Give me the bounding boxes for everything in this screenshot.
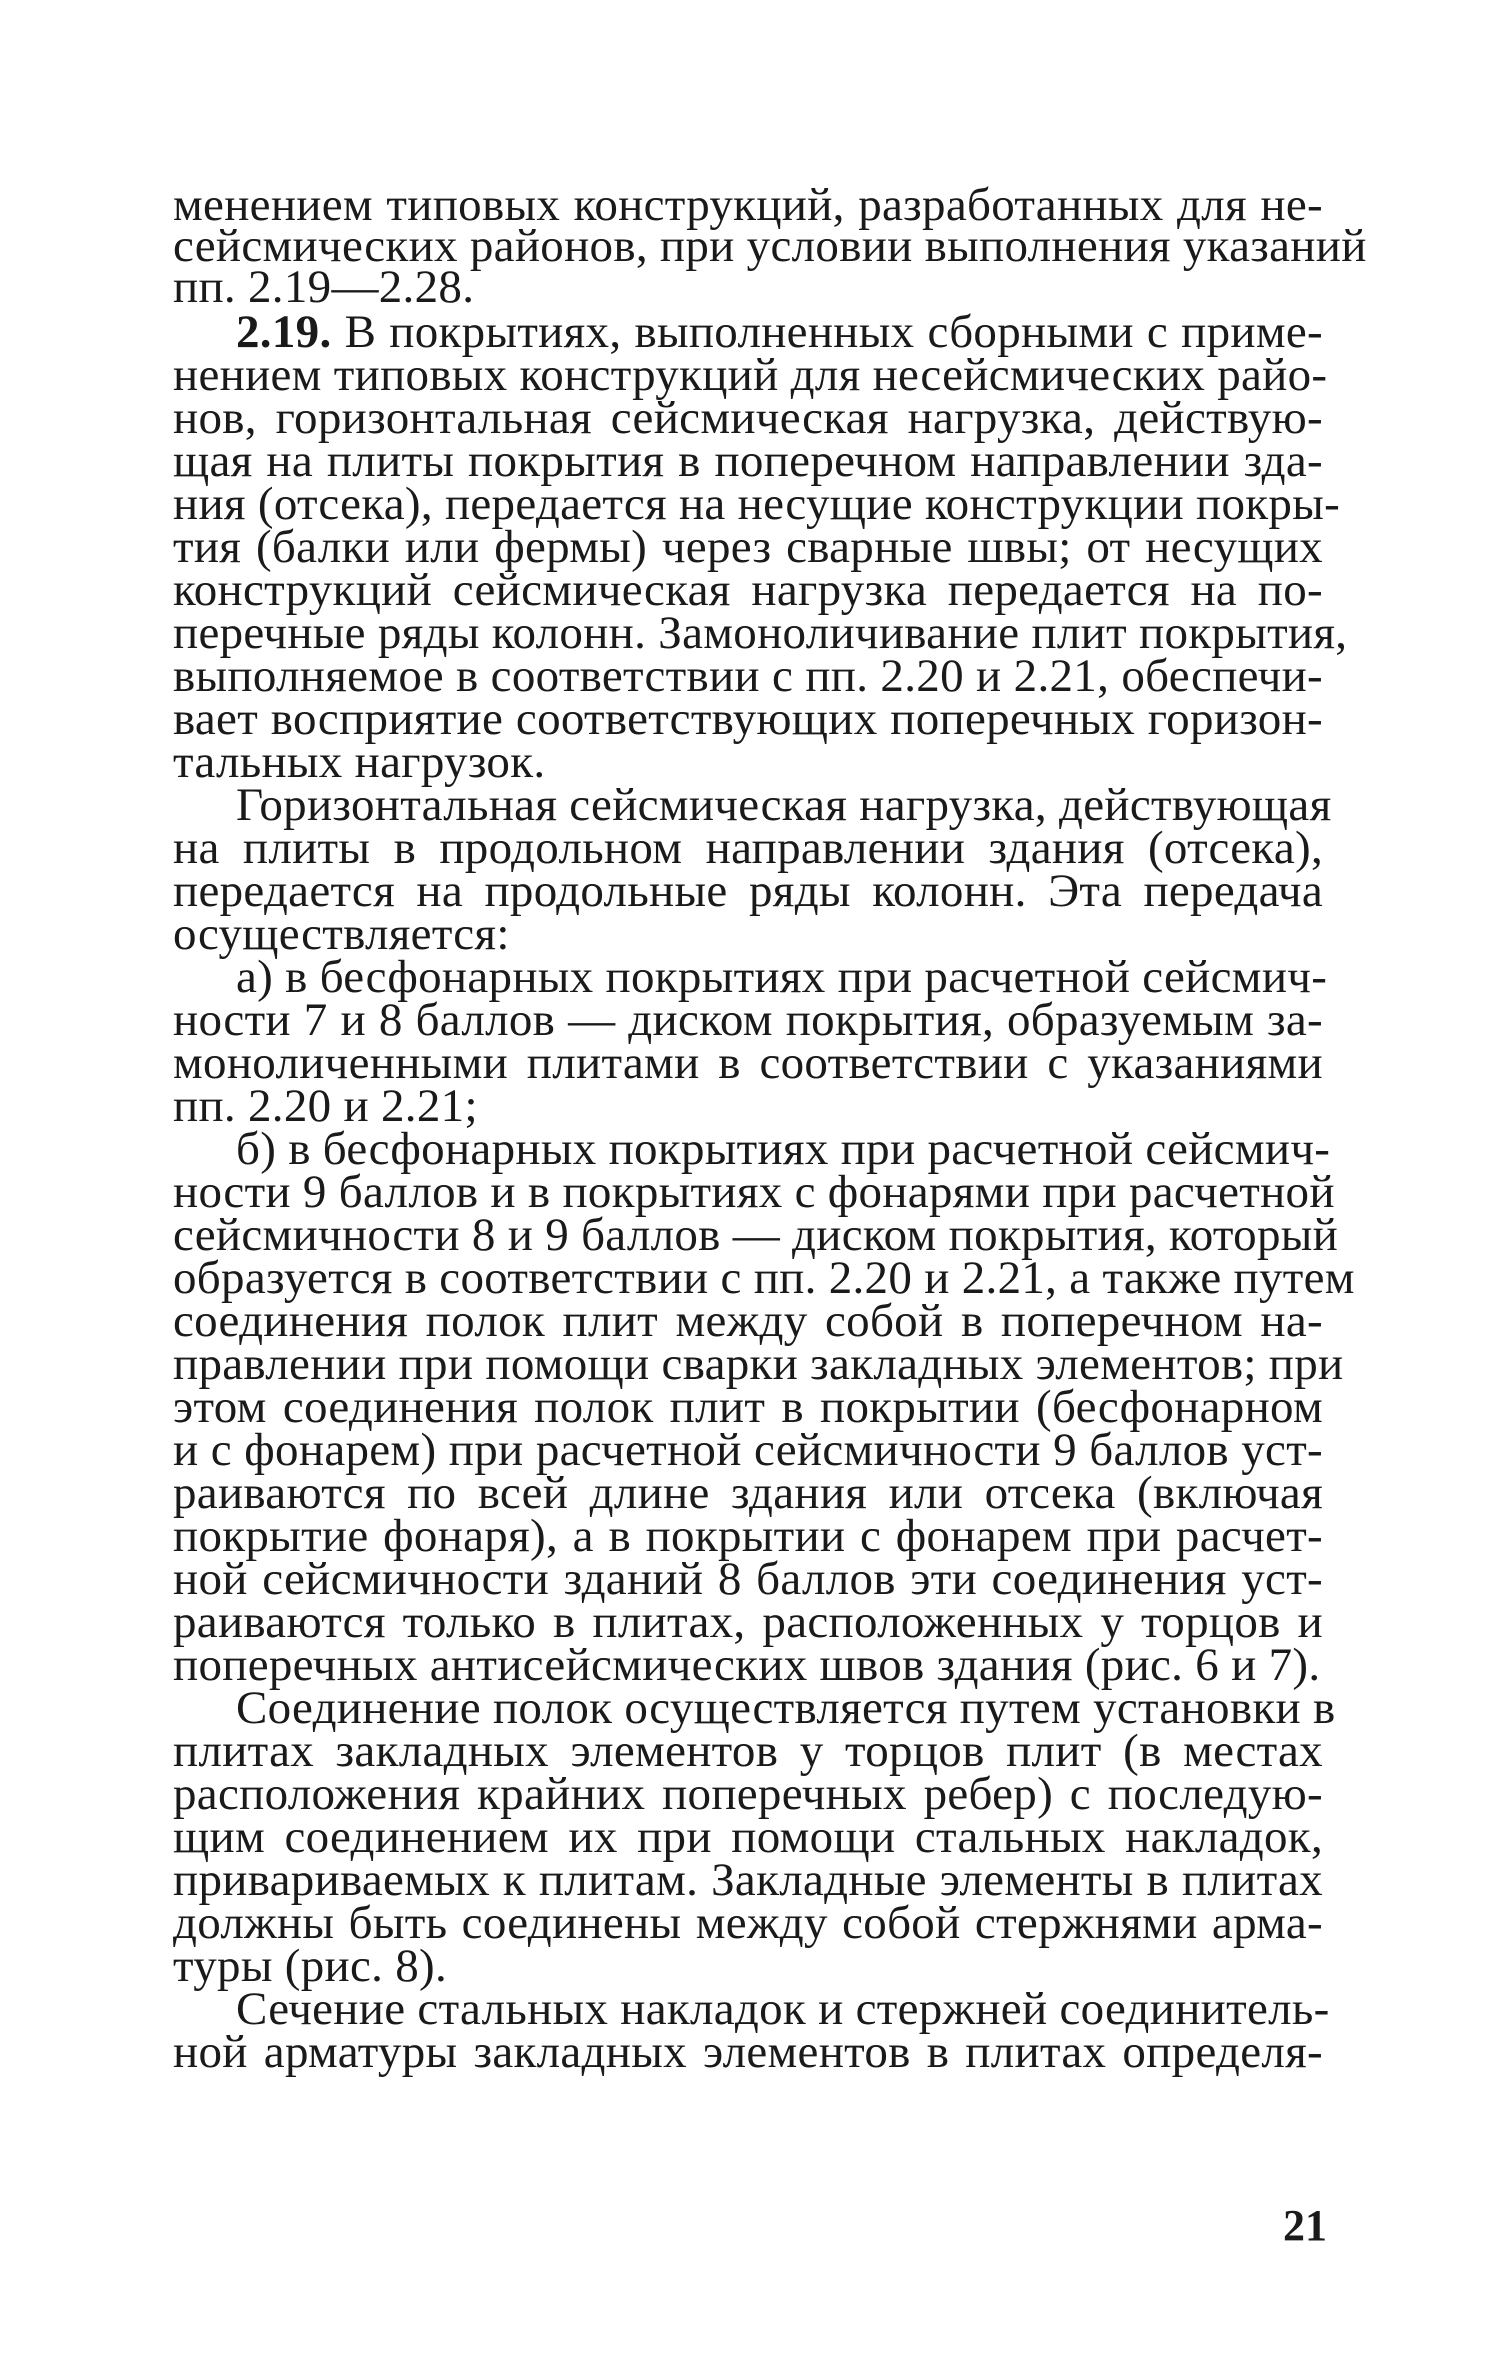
- text-line: сейсмичности 8 и 9 баллов — диском покрытия, который: [173, 1209, 1339, 1261]
- text-line: а) в бесфонарных покрытиях при расчетной сейсмич-: [236, 951, 1328, 1003]
- text-line: менением типовых конструкций, разработанных для не-: [173, 179, 1323, 231]
- text-line: нением типовых конструкций для несейсмических райо-: [173, 349, 1328, 401]
- text-line: Соединение полок осуществляется путем установки в: [236, 1682, 1336, 1734]
- text-line: Горизонтальная сейсмическая нагрузка, действующая: [236, 779, 1332, 831]
- text-line: расположения крайних поперечных ребер) с последую-: [173, 1768, 1323, 1820]
- text-line: выполняемое в соответствии с пп. 2.20 и 2.21, обеспечи-: [173, 650, 1323, 702]
- text-line: конструкций сейсмическая нагрузка передается на по-: [173, 564, 1323, 616]
- text-line: покрытие фонаря), а в покрытии с фонарем при расчет-: [173, 1510, 1323, 1562]
- text-line: соединения полок плит между собой в поперечном на-: [173, 1295, 1323, 1347]
- text-line: ности 7 и 8 баллов — диском покрытия, образуемым за-: [173, 994, 1323, 1046]
- text-line: пп. 2.20 и 2.21;: [173, 1080, 478, 1132]
- text-line: ной сейсмичности зданий 8 баллов эти соединения уст-: [173, 1553, 1323, 1605]
- text-line: осуществляется:: [173, 908, 510, 960]
- section-number: 2.19.: [236, 306, 332, 358]
- text-line: должны быть соединены между собой стержнями арма-: [173, 1897, 1323, 1949]
- text-line: передается на продольные ряды колонн. Эта передача: [173, 865, 1323, 917]
- text-line: щая на плиты покрытия в поперечном направлении зда-: [173, 435, 1323, 487]
- text-line: моноличенными плитами в соответствии с указаниями: [173, 1037, 1323, 1089]
- text-line: нов, горизонтальная сейсмическая нагрузка, действую-: [173, 392, 1323, 444]
- text-line: раиваются только в плитах, расположенных у торцов и: [173, 1596, 1323, 1648]
- text-line: тия (балки или фермы) через сварные швы; от несущих: [173, 521, 1323, 573]
- text-line: этом соединения полок плит в покрытии (бесфонарном: [173, 1381, 1323, 1433]
- page-number: 21: [1283, 2201, 1327, 2250]
- text-line: привариваемых к плитам. Закладные элементы в плитах: [173, 1854, 1323, 1906]
- text-line: б) в бесфонарных покрытиях при расчетной сейсмич-: [236, 1123, 1331, 1175]
- text-line: раиваются по всей длине здания или отсека (включая: [173, 1467, 1323, 1519]
- text-line: образуется в соответствии с пп. 2.20 и 2.21, а также путем: [173, 1252, 1355, 1304]
- text-line: тальных нагрузок.: [173, 736, 546, 788]
- text-line: сейсмических районов, при условии выполнения указаний: [173, 220, 1367, 272]
- text-line: туры (рис. 8).: [173, 1940, 448, 1992]
- text-line: Сечение стальных накладок и стержней соединитель-: [236, 1983, 1330, 2035]
- text-line: пп. 2.19—2.28.: [173, 261, 475, 313]
- text-line: ной арматуры закладных элементов в плитах определя-: [173, 2026, 1323, 2078]
- text-line: на плиты в продольном направлении здания (отсека),: [173, 822, 1323, 874]
- text-line: ности 9 баллов и в покрытиях с фонарями при расчетной: [173, 1166, 1335, 1218]
- text-line: правлении при помощи сварки закладных элементов; при: [173, 1338, 1344, 1390]
- text-line: перечные ряды колонн. Замоноличивание плит покрытия,: [173, 607, 1348, 659]
- text-line: вает восприятие соответствующих поперечных горизон-: [173, 693, 1323, 745]
- text-line: и с фонарем) при расчетной сейсмичности 9 баллов уст-: [173, 1424, 1323, 1476]
- text-span: В покрытиях, выполненных сборными с приме-: [331, 306, 1323, 358]
- text-line: плитах закладных элементов у торцов плит (в местах: [173, 1725, 1323, 1777]
- text-line: щим соединением их при помощи стальных накладок,: [173, 1811, 1323, 1863]
- text-line: поперечных антисейсмических швов здания (рис. 6 и 7).: [173, 1639, 1321, 1691]
- text-line: ния (отсека), передается на несущие конструкции покры-: [173, 478, 1341, 530]
